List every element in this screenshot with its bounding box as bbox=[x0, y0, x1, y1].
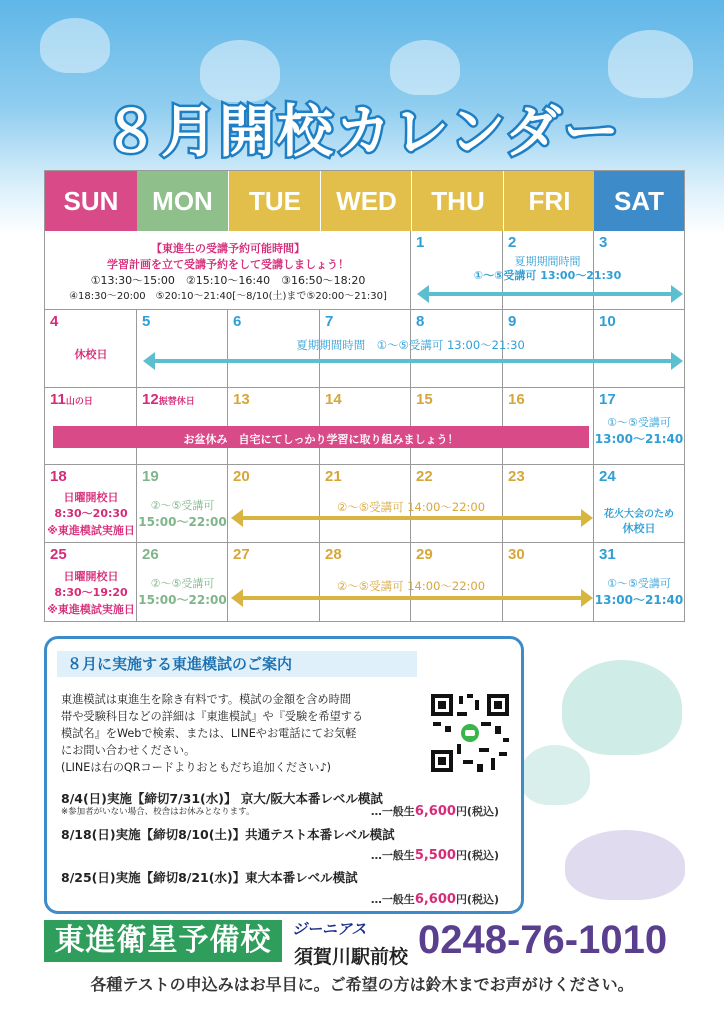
week2-period-arrow bbox=[145, 359, 681, 363]
sunday-open-label: 日曜開校日 bbox=[63, 491, 119, 504]
weekday-header-sun: SUN bbox=[45, 171, 137, 231]
weekday-header-mon: MON bbox=[137, 171, 228, 231]
price-suffix: 円(税込) bbox=[455, 893, 499, 906]
mock-exam-info-box bbox=[44, 636, 524, 914]
day-number: 3 bbox=[599, 234, 608, 251]
day-number-value: 12 bbox=[142, 391, 159, 408]
week1-period-arrow bbox=[419, 292, 681, 296]
day-number: 26 bbox=[142, 546, 159, 563]
day-number: 14 bbox=[325, 391, 342, 408]
exam-item-1: 8/4(日)実施【締切7/31(水)】 京大/阪大本番レベル模試 bbox=[61, 791, 383, 806]
day-number: 7 bbox=[325, 313, 334, 330]
page-title: ８月開校カレンダー bbox=[102, 100, 622, 165]
week4-period-label: ②～⑤受講可 14:00～22:00 bbox=[336, 500, 486, 514]
monday-hours-line1: ②～⑤受講可 bbox=[150, 577, 215, 590]
exam-item-2: 8/18(日)実施【締切8/10(土)】共通テスト本番レベル模試 bbox=[61, 827, 395, 842]
info-paragraph bbox=[61, 691, 426, 776]
calendar bbox=[44, 170, 685, 622]
week1-note-line4: ④18:30～20:00 ⑤20:10～21:40[～8/10(土)まで⑤20:00～21:30] bbox=[69, 291, 387, 302]
week1-note-line2: 学習計画を立て受講予約をして受講しましょう！ bbox=[107, 258, 349, 271]
weekday-header-fri: FRI bbox=[503, 171, 595, 231]
price-suffix: 円(税込) bbox=[455, 849, 499, 862]
price-amount: 6,600 bbox=[414, 804, 456, 819]
sunday-hours: 8:30～20:30 bbox=[54, 507, 128, 520]
day-number: 23 bbox=[508, 468, 525, 485]
week1-period-label: ①～⑤受講可 13:00～21:30 bbox=[473, 269, 622, 282]
day-number: 29 bbox=[416, 546, 433, 563]
fireworks-closed-line2: 休校日 bbox=[622, 522, 656, 535]
day-number: 20 bbox=[233, 468, 250, 485]
price-amount: 5,500 bbox=[414, 848, 456, 863]
week2-period-label: 夏期期間時間 ①～⑤受講可 13:00～21:30 bbox=[296, 338, 525, 352]
jellyfish-decoration bbox=[562, 660, 682, 755]
price-prefix: …一般生 bbox=[370, 849, 415, 862]
sat-hours-line2: 13:00～21:40 bbox=[594, 593, 684, 607]
jellyfish-decoration bbox=[565, 830, 685, 900]
day-number: 24 bbox=[599, 468, 616, 485]
weekday-header-sat: SAT bbox=[594, 171, 684, 231]
brand-name: ジーニアス bbox=[292, 920, 367, 938]
exam-item-3-price bbox=[371, 891, 499, 907]
exam-item-1-note: ※参加者がいない場合、校舎はお休みとなります。 bbox=[61, 807, 255, 817]
day-number: 5 bbox=[142, 313, 151, 330]
day-number: 18 bbox=[50, 468, 67, 485]
week5-period-label: ②～⑤受講可 14:00～22:00 bbox=[336, 579, 486, 593]
info-title: ８月に実施する東進模試のご案内 bbox=[57, 651, 417, 677]
day-number: 21 bbox=[325, 468, 342, 485]
jellyfish-decoration bbox=[40, 18, 110, 73]
price-suffix: 円(税込) bbox=[455, 805, 499, 818]
day-number: 8 bbox=[416, 313, 425, 330]
info-line: にお問い合わせください。 bbox=[61, 744, 196, 757]
day-number: 17 bbox=[599, 391, 616, 408]
price-prefix: …一般生 bbox=[370, 805, 415, 818]
day-number: 1 bbox=[416, 234, 425, 251]
closed-label: 休校日 bbox=[74, 348, 108, 361]
week1-period-label-small: 夏期期間時間 bbox=[514, 255, 581, 268]
mock-exam-note: ※東進模試実施日 bbox=[47, 524, 135, 537]
day-number: 9 bbox=[508, 313, 517, 330]
monday-hours-line2: 15:00～22:00 bbox=[138, 593, 227, 607]
holiday-tag: 振替休日 bbox=[158, 396, 195, 406]
line-qr-code[interactable] bbox=[429, 692, 511, 774]
day-number: 22 bbox=[416, 468, 433, 485]
day-number: 27 bbox=[233, 546, 250, 563]
price-prefix: …一般生 bbox=[370, 893, 415, 906]
info-line: (LINEは右のQRコードよりおともだち追加ください♪) bbox=[61, 761, 331, 774]
week4-period-arrow bbox=[233, 516, 591, 520]
day-number: 6 bbox=[233, 313, 242, 330]
day-number bbox=[50, 391, 93, 408]
day-number: 19 bbox=[142, 468, 159, 485]
day-number: 4 bbox=[50, 313, 59, 330]
exam-item-1-price bbox=[371, 803, 499, 819]
sat-hours-line1: ①～⑤受講可 bbox=[607, 416, 671, 429]
toshin-logo: 東進衛星予備校 bbox=[44, 920, 282, 962]
obon-banner-text: お盆休み 自宅にてしっかり学習に取り組みましょう！ bbox=[183, 433, 459, 446]
info-line: 東進模試は東進生を除き有料です。模試の金額を含め時間 bbox=[61, 693, 351, 706]
sunday-open-label: 日曜開校日 bbox=[63, 570, 119, 583]
fireworks-closed-line1: 花火大会のため bbox=[604, 509, 674, 520]
week5-period-arrow bbox=[233, 596, 591, 600]
weekday-header-tue: TUE bbox=[228, 171, 321, 231]
exam-item-3: 8/25(日)実施【締切8/21(水)】東大本番レベル模試 bbox=[61, 870, 358, 885]
holiday-tag: 山の日 bbox=[65, 396, 93, 406]
day-number: 28 bbox=[325, 546, 342, 563]
day-number bbox=[142, 391, 195, 408]
footer-message: 各種テストの申込みはお早目に。ご希望の方は鈴木までお声がけください。 bbox=[90, 975, 634, 994]
info-line: 模試名』をWebで検索、または、LINEやお電話にてお気軽 bbox=[61, 727, 357, 740]
exam-item-2-price bbox=[371, 847, 499, 863]
price-amount: 6,600 bbox=[414, 892, 456, 907]
day-number: 13 bbox=[233, 391, 250, 408]
weekday-header-thu: THU bbox=[411, 171, 504, 231]
day-number: 10 bbox=[599, 313, 616, 330]
school-name: 須賀川駅前校 bbox=[294, 946, 409, 968]
mock-exam-note: ※東進模試実施日 bbox=[47, 603, 135, 616]
week1-note-line3: ①13:30～15:00 ②15:10～16:40 ③16:50～18:20 bbox=[90, 274, 366, 287]
day-number: 30 bbox=[508, 546, 525, 563]
day-number: 25 bbox=[50, 546, 67, 563]
day-number: 2 bbox=[508, 234, 517, 251]
week1-note-title: 【東進生の受講予約可能時間】 bbox=[151, 242, 305, 255]
sat-hours-line2: 13:00～21:40 bbox=[594, 432, 684, 446]
monday-hours-line2: 15:00～22:00 bbox=[138, 515, 227, 529]
sunday-hours: 8:30～19:20 bbox=[54, 586, 128, 599]
phone-number[interactable]: 0248-76-1010 bbox=[418, 918, 668, 962]
day-number-value: 11 bbox=[50, 391, 66, 408]
jellyfish-decoration bbox=[390, 40, 460, 95]
info-line: 帯や受験科目などの詳細は『東進模試』や『受験を希望する bbox=[61, 710, 364, 723]
weekday-header-wed: WED bbox=[320, 171, 412, 231]
day-number: 15 bbox=[416, 391, 433, 408]
day-number: 16 bbox=[508, 391, 525, 408]
monday-hours-line1: ②～⑤受講可 bbox=[150, 499, 215, 512]
day-number: 31 bbox=[599, 546, 616, 563]
sat-hours-line1: ①～⑤受講可 bbox=[607, 577, 671, 590]
jellyfish-decoration bbox=[520, 745, 590, 805]
